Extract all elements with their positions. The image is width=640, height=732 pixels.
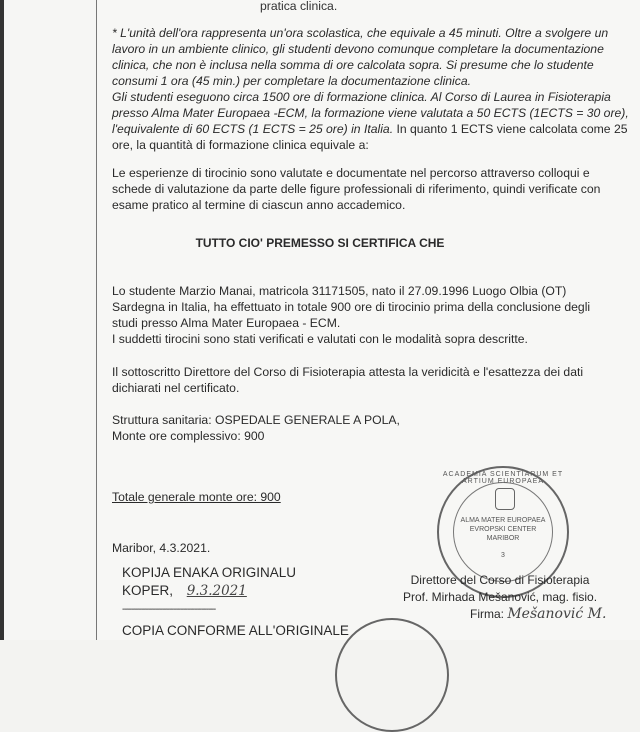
evaluation-line: esame pratico al termine di ciascun anno accademico. [112,198,406,212]
director-line: Il sottoscritto Direttore del Corso di Fisioterapia attesta la veridicità e l'esattezza dei dati [112,365,584,379]
note-line: l'equivalente di 60 ECTS (1 ECTS = 25 ore) in Italia. [112,122,394,136]
copy-stamp-dashes: ---------------------------------------- [122,604,216,615]
seal-number: 3 [501,552,505,559]
signature-name: Prof. Mirhada Mešanović, mag. fisio. [402,590,598,604]
student-line: Lo studente Marzio Manai, matricola 31171505, nato il 27.09.1996 Luogo Olbia (OT) [112,284,567,298]
signature-role: Direttore del Corso di Fisioterapia [410,573,590,587]
copy-stamp-line3: COPIA CONFORME ALL'ORIGINALE [122,623,349,638]
seal-line3: MARIBOR [486,535,520,542]
signature: Mešanović M. [507,606,607,622]
note-line: * L'unità dell'ora rappresenta un'ora scolastica, che equivale a 45 minuti. Oltre a svolgere un [112,26,609,40]
copy-stamp-line2: KOPER, [122,583,174,598]
seal-ring-text: ACADEMIA SCIENTIARUM ET ARTIUM EUROPAEA [442,471,564,485]
note-line: presso Alma Mater Europaea -ECM, la formazione viene valutata a 50 ECTS (1ECTS = 30 ore), [112,106,629,120]
firma-label: Firma: [470,607,504,621]
student-line: I suddetti tirocini sono stati verificati e valutati con le modalità sopra descritte. [112,332,528,346]
evaluation-line: Le esperienze di tirocinio sono valutate e documentate nel percorso attraverso colloqui e [112,166,590,180]
facility: Struttura sanitaria: OSPEDALE GENERALE A POLA, [112,413,400,427]
student-line: studi presso Alma Mater Europaea - ECM. [112,316,341,330]
note-line: Gli studenti eseguono circa 1500 ore di formazione clinica. Al Corso di Laurea in Fisioterapia [112,90,611,104]
adjacent-page [4,0,97,640]
copy-stamp-date: 9.3.2021 [186,583,247,599]
copy-stamp-line1: KOPIJA ENAKA ORIGINALU [122,565,297,580]
seal-line2: EVROPSKI CENTER [469,526,537,533]
evaluation-line: schede di valutazione da parte delle figure professionali di riferimento, quindi verificate con [112,182,601,196]
place-date: Maribor, 4.3.2021. [112,541,211,555]
note-line: lavoro in un ambiente clinico, gli studenti devono comunque completare la documentazione [112,42,604,56]
note-tail: In quanto 1 ECTS viene calcolata come 25 [393,122,628,136]
total-hours: Totale generale monte ore: 900 [112,490,281,504]
director-line: dichiarati nel certificato. [112,381,240,395]
hours: Monte ore complessivo: 900 [112,429,265,443]
note-line: clinica, che non è inclusa nella somma di ore calcolata sopra. Si presume che lo studente [112,58,594,72]
top-fragment: pratica clinica. [260,0,338,13]
seal-crest-icon [495,488,515,510]
note-last: ore, la quantità di formazione clinica equivale a: [112,138,369,152]
note-line: consumi 1 ora (45 min.) per completare la documentazione clinica. [112,74,472,88]
student-line: Sardegna in Italia, ha effettuato in totale 900 ore di tirocinio prima della conclusione degli [112,300,591,314]
certify-title: TUTTO CIO' PREMESSO SI CERTIFICA CHE [195,236,445,250]
seal-line1: ALMA MATER EUROPAEA [460,517,546,524]
second-seal [335,618,449,732]
